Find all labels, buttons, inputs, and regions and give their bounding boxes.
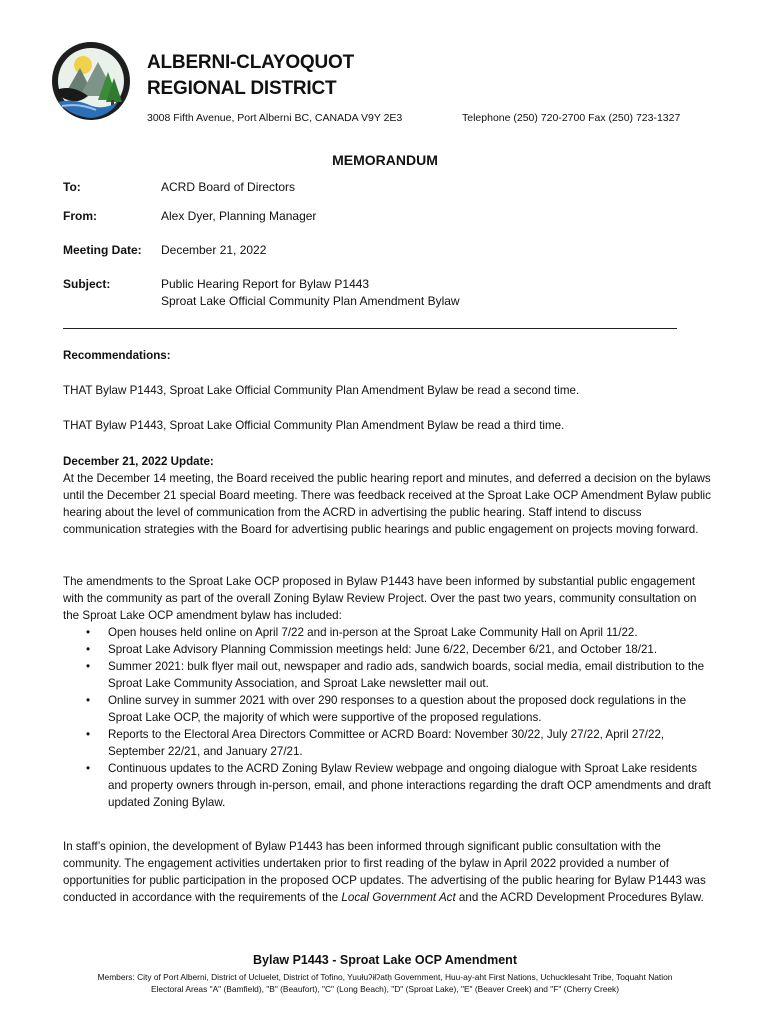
consultation-list: [63, 624, 713, 811]
org-line-2: REGIONAL DISTRICT: [147, 78, 337, 99]
amendments-section: [63, 573, 713, 811]
memo-title: MEMORANDUM: [332, 152, 438, 168]
list-item: • Open houses held online on April 7/22 and in-person at the Sproat Lake Community Hall on April 11/22.: [86, 626, 638, 639]
amendments-paragraph: The amendments to the Sproat Lake OCP proposed in Bylaw P1443 have been informed by substantial public engagement with the community as part of the overall Zoning Bylaw Review Project. Over the past two years, community consultation on the Sproat Lake OCP amendment bylaw has included:: [63, 575, 697, 622]
update-paragraph: At the December 14 meeting, the Board received the public hearing report and minutes, and deferred a decision on the bylaws until the December 21 special Board meeting. There was feedback received at the Sproat Lake OCP Amendment Bylaw public hearing about the level of communication from the ACRD in advertising the public hearing. Staff intend to discuss communication strategies with the Board for advertising public hearings and public engagement on projects moving forward.: [63, 472, 711, 536]
opinion-paragraph: In staff’s opinion, the development of Bylaw P1443 has been informed through significant public consultation with the community. The engagement activities undertaken prior to first reading of the bylaw in April 2022 provided a number of opportunities for public participation in the proposed OCP updates. The advertising of the public hearing for Bylaw P1443 was conducted in accordance with the requirements of the Local Government Act and the ACRD Development Procedures Bylaw.: [63, 840, 706, 904]
update-heading: December 21, 2022 Update:: [63, 455, 214, 468]
from-value: Alex Dyer, Planning Manager: [161, 209, 317, 223]
members-line-2: Electoral Areas "A" (Bamfield), "B" (Beaufort), "C" (Long Beach), "D" (Sproat Lake), "E" (Beaver Creek) and "F" (Cherry Creek): [150, 984, 620, 994]
subject-line-1: Public Hearing Report for Bylaw P1443: [161, 277, 370, 291]
meeting-date-label: Meeting Date:: [63, 243, 142, 257]
members-line-1: Members: City of Port Alberni, District of Ucluelet, District of Tofino, Yuułuʔiłʔatḥ Government, Huu-ay-aht First Nations, Uchucklesaht Tribe, Toquaht Nation: [97, 972, 673, 982]
bullet-icon: •: [86, 626, 91, 639]
meeting-date-value: December 21, 2022: [161, 243, 267, 257]
org-address: 3008 Fifth Avenue, Port Alberni BC, CANADA V9Y 2E3: [147, 112, 403, 124]
recommendations-heading: [63, 347, 713, 364]
list-item: • Online survey in summer 2021 with over 290 responses to a question about the proposed dock regulations in the Sproat Lake OCP, the majority of which were supportive of the proposed regulations.: [86, 694, 687, 724]
recommendation-1: THAT Bylaw P1443, Sproat Lake Official Community Plan Amendment Bylaw be read a second time.: [63, 384, 580, 397]
acrd-logo-icon: [50, 40, 132, 122]
subject-label: Subject:: [63, 277, 111, 291]
list-item: • Reports to the Electoral Area Directors Committee or ACRD Board: November 30/22, July 27/22, April 27/22, September 22/21, and January 27/21.: [86, 728, 665, 758]
list-item: • Sproat Lake Advisory Planning Commission meetings held: June 6/22, December 6/21, and October 18/21.: [86, 643, 658, 656]
recommendation-2: THAT Bylaw P1443, Sproat Lake Official Community Plan Amendment Bylaw be read a third time.: [63, 419, 565, 432]
header-divider: [63, 328, 677, 329]
bullet-icon: •: [86, 694, 91, 707]
footer-members: [40, 971, 730, 995]
footer-title: Bylaw P1443 - Sproat Lake OCP Amendment: [253, 953, 517, 967]
bullet-icon: •: [86, 728, 91, 741]
recommendations-heading-text: Recommendations:: [63, 349, 171, 362]
list-item: • Continuous updates to the ACRD Zoning Bylaw Review webpage and ongoing dialogue with Sproat Lake residents and property owners through in-person, email, and phone interactions regarding the draft OCP amendments and draft updated Zoning Bylaw.: [86, 762, 712, 809]
update-section: [63, 453, 713, 538]
org-phone: Telephone (250) 720-2700 Fax (250) 723-1327: [462, 112, 681, 124]
organization-name: [147, 50, 354, 102]
to-label: To:: [63, 180, 81, 194]
list-item: • Summer 2021: bulk flyer mail out, newspaper and radio ads, sandwich boards, social media, email distribution to the Sproat Lake Community Association, and Sproat Lake newsletter mail out.: [86, 660, 705, 690]
bullet-icon: •: [86, 660, 91, 673]
bullet-icon: •: [86, 762, 91, 775]
bullet-icon: •: [86, 643, 91, 656]
org-line-1: ALBERNI-CLAYOQUOT: [147, 52, 355, 73]
subject-line-2: Sproat Lake Official Community Plan Amendment Bylaw: [161, 294, 460, 308]
to-value: ACRD Board of Directors: [161, 180, 296, 194]
act-title: Local Government Act: [341, 891, 456, 904]
from-label: From:: [63, 209, 97, 223]
subject-value: [161, 276, 460, 310]
